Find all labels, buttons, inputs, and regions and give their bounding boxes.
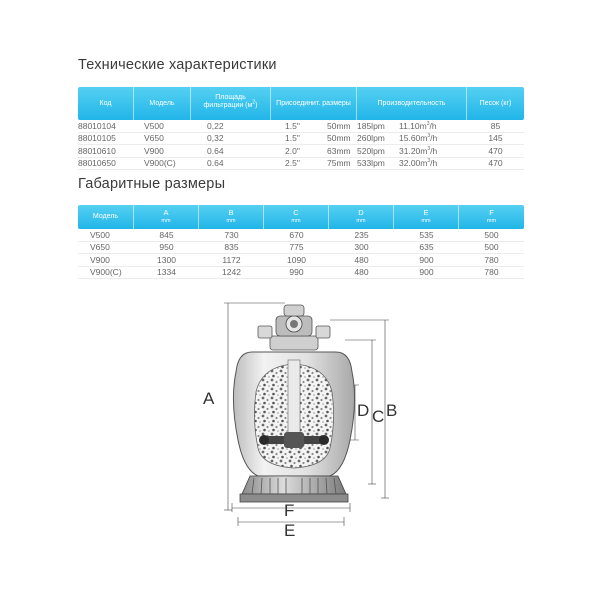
cell-dimension: 300 (354, 242, 369, 253)
cell-model: V500 (90, 229, 110, 240)
header-area-line1: Площадь (215, 94, 246, 101)
cell-sand: 470 (488, 158, 503, 169)
cell-dimension: 900 (419, 254, 434, 265)
cell-dimension: 730 (224, 229, 239, 240)
cell-m3h-sup: 3 (427, 133, 431, 140)
dims-header-letter: D (358, 208, 364, 217)
header-area-end: ) (255, 102, 258, 109)
tank-base (240, 476, 348, 502)
dims-header-unit: mm (486, 218, 497, 224)
cell-dimension: 780 (484, 267, 499, 278)
cell-m3h-sup: 3 (427, 145, 431, 152)
cell-conn-mm: 50mm (327, 120, 351, 131)
header-code: Код (78, 87, 134, 120)
cell-conn-in: 1.5" (285, 120, 300, 131)
label-b: B (386, 401, 398, 420)
cell-conn-mm: 75mm (327, 158, 351, 169)
cell-m3h: 11.10m (399, 120, 427, 131)
cell-sand: 85 (490, 120, 501, 131)
cell-area: 0.64 (207, 145, 224, 156)
dims-header-unit: mm (161, 218, 171, 224)
cell-area: 0,32 (207, 133, 224, 144)
label-d: D (357, 401, 370, 420)
label-a: A (203, 389, 215, 408)
cell-dimension: 1334 (157, 267, 176, 278)
cell-lpm: 533lpm (357, 158, 385, 169)
cell-model: V650 (90, 242, 110, 253)
cell-dimension: 1242 (222, 267, 241, 278)
label-c: C (372, 407, 385, 426)
cell-conn-in: 1.5" (285, 133, 300, 144)
cell-dimension: 480 (354, 254, 369, 265)
dims-header-letter: B (228, 208, 234, 217)
cell-lpm: 260lpm (357, 133, 385, 144)
cell-lpm: 520lpm (357, 145, 385, 156)
dims-header-letter: C (293, 208, 299, 217)
cell-model: V650 (144, 133, 164, 144)
cell-sand: 145 (488, 133, 503, 144)
dims-header-model: Модель (78, 205, 134, 229)
cell-model: V900 (144, 145, 164, 156)
header-area-sup: 2 (252, 99, 256, 106)
cell-m3h-end: /h (430, 158, 438, 169)
cell-area: 0,22 (207, 120, 224, 131)
dims-header-unit: mm (291, 218, 301, 224)
cell-dimension: 500 (484, 242, 499, 253)
cell-dimension: 1172 (222, 254, 241, 265)
cell-code: 88010610 (78, 145, 116, 156)
cell-dimension: 535 (419, 229, 434, 240)
label-f: F (284, 501, 295, 520)
cell-dimension: 780 (484, 254, 499, 265)
dims-header-unit: mm (356, 218, 366, 224)
cell-dimension: 500 (484, 229, 499, 240)
cell-model: V900(C) (90, 267, 122, 278)
cell-dimension: 1090 (287, 254, 306, 265)
header-area-line2: фильтрации (м (203, 102, 253, 109)
cell-conn-in: 2.0" (285, 145, 300, 156)
header-connection: Присоединит. размеры (271, 87, 357, 120)
cell-m3h-sup: 3 (426, 120, 430, 127)
cell-conn-in: 2.5" (285, 158, 300, 169)
cell-dimension: 235 (354, 229, 369, 240)
dims-header-letter: F (489, 208, 494, 217)
specs-title: Технические характеристики (78, 57, 277, 73)
cell-area: 0.64 (207, 158, 224, 169)
cell-conn-mm: 50mm (327, 133, 351, 144)
cell-m3h: 15.60m (399, 133, 428, 144)
cell-dimension: 635 (419, 242, 434, 253)
cell-model: V900(C) (144, 158, 176, 169)
cell-model: V500 (144, 120, 164, 131)
cell-conn-mm: 63mm (327, 145, 351, 156)
cell-m3h: 31.20m (399, 145, 428, 156)
cell-dimension: 990 (289, 267, 304, 278)
cell-model: V900 (90, 254, 110, 265)
dims-header-unit: mm (226, 218, 236, 224)
cell-dimension: 1300 (157, 254, 176, 265)
dims-header-letter: A (163, 208, 169, 217)
cell-code: 88010650 (78, 158, 116, 169)
header-model: Модель (134, 87, 191, 120)
cell-dimension: 775 (289, 242, 304, 253)
multiport-valve (258, 305, 330, 350)
cell-dimension: 900 (419, 267, 434, 278)
cell-code: 88010104 (78, 120, 116, 131)
cell-m3h-end: /h (429, 120, 437, 131)
cell-m3h-sup: 3 (427, 158, 431, 165)
dims-header-unit: mm (421, 218, 431, 224)
header-sand: Песок (кг) (479, 99, 512, 107)
cell-m3h: 32.00m (399, 158, 428, 169)
header-capacity: Производительность (357, 87, 467, 120)
cell-dimension: 845 (159, 229, 174, 240)
cell-dimension: 670 (289, 229, 304, 240)
cell-dimension: 480 (354, 267, 369, 278)
cell-dimension: 950 (159, 242, 174, 253)
dims-header-letter: E (423, 208, 429, 217)
dims-title: Габаритные размеры (78, 176, 226, 192)
cell-m3h-end: /h (430, 133, 438, 144)
cell-m3h-end: /h (430, 145, 438, 156)
cell-sand: 470 (488, 145, 503, 156)
cell-lpm: 185lpm (357, 120, 385, 131)
cell-dimension: 835 (224, 242, 239, 253)
label-e: E (284, 521, 296, 540)
cell-code: 88010105 (78, 133, 116, 144)
